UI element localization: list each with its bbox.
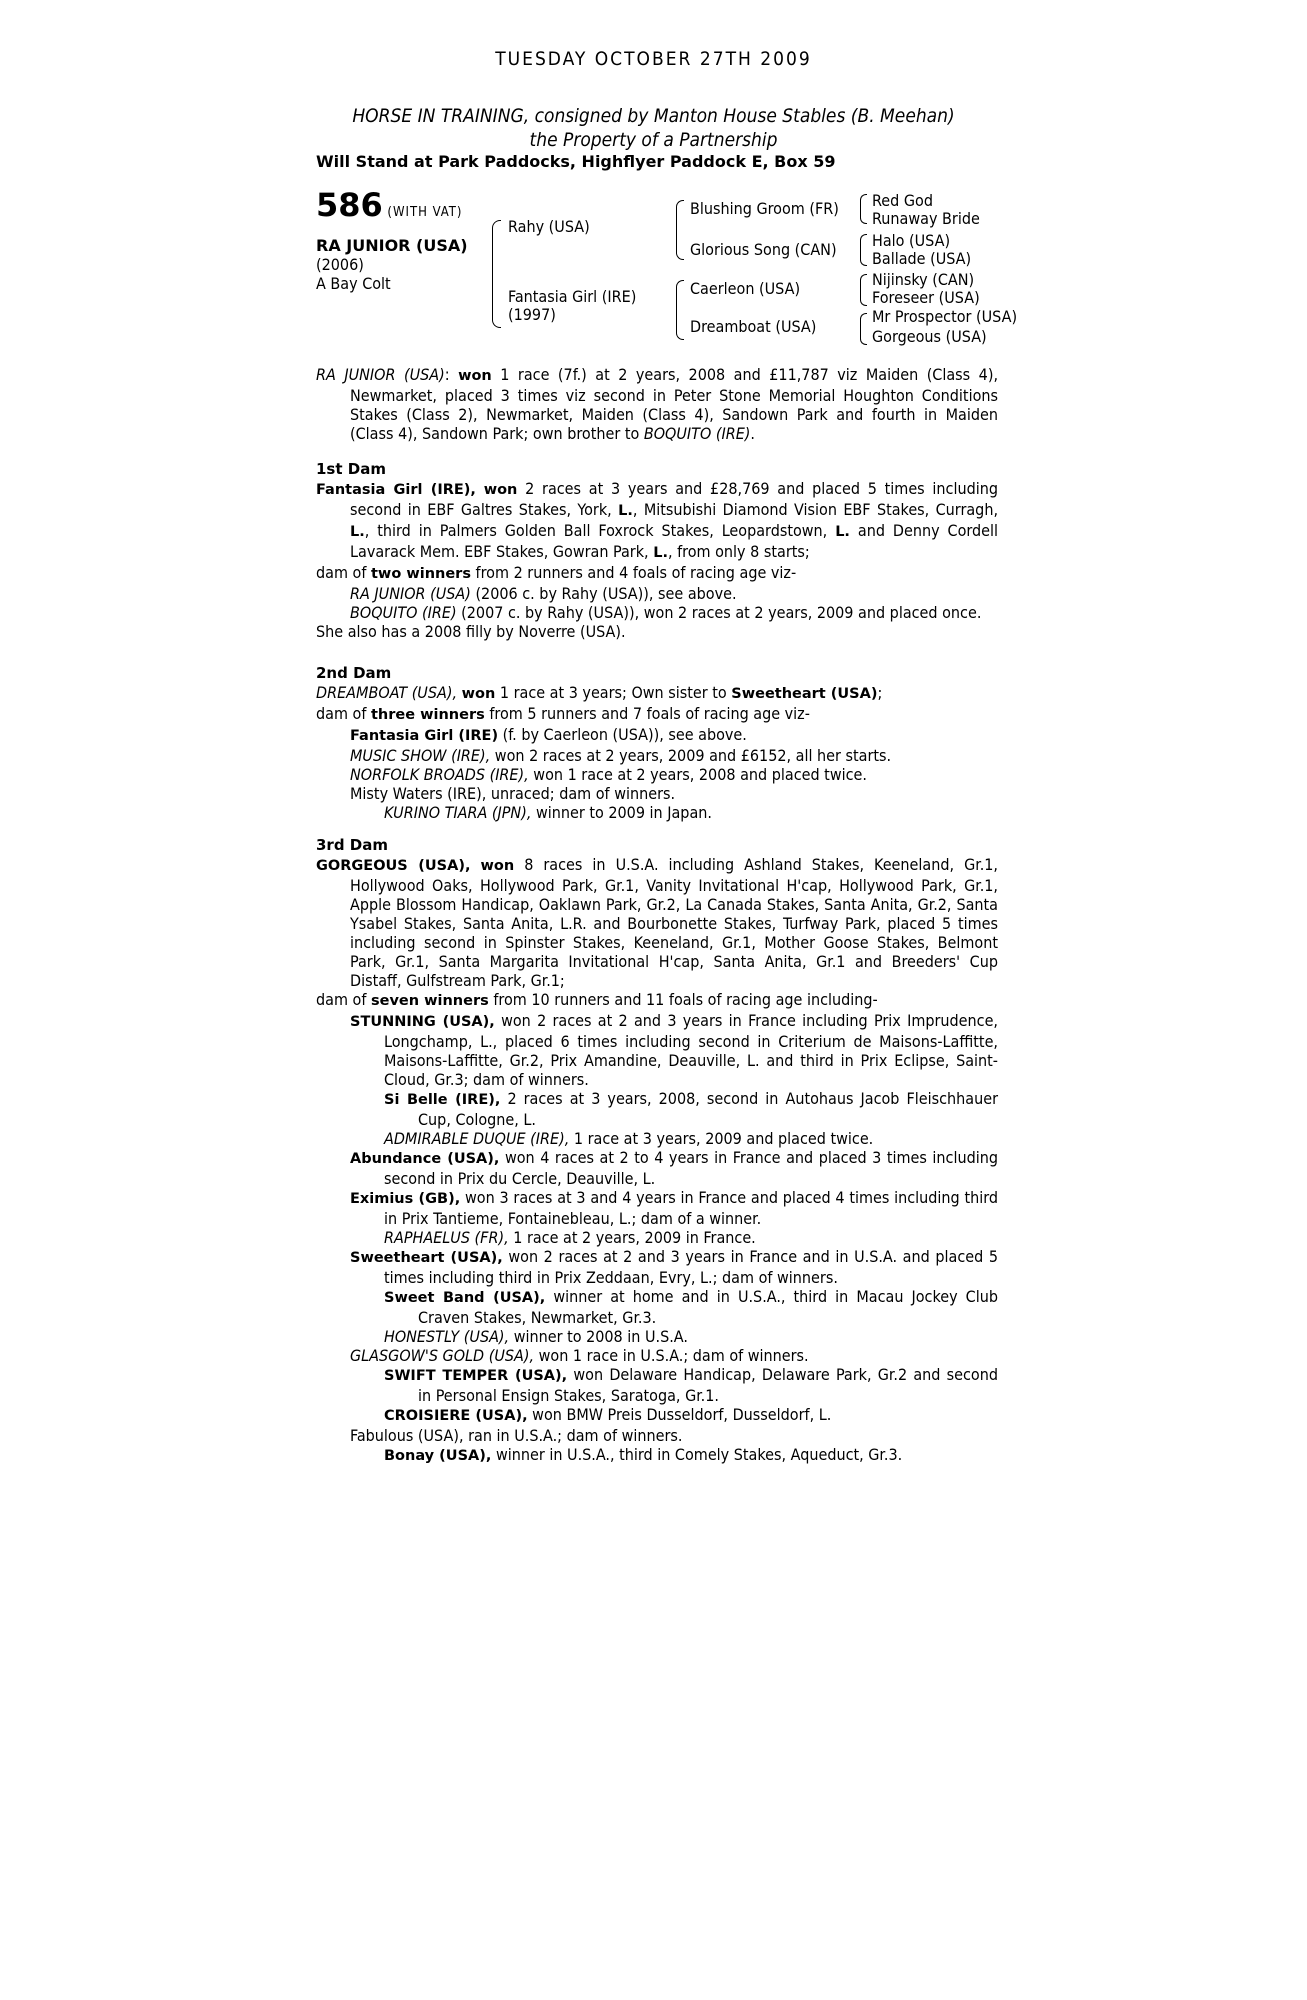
lot-info: [316, 186, 468, 293]
produce-text: won BMW Preis Dusseldorf, Dusseldorf, L.: [532, 1405, 832, 1424]
produce-text: 1 race at 3 years, 2009 and placed twice.: [573, 1129, 874, 1148]
produce-line: [316, 1327, 998, 1346]
produce-name: Si Belle (IRE),: [384, 1092, 501, 1108]
property-line: the Property of a Partnership: [529, 129, 778, 151]
produce-text: Fabulous (USA), ran in U.S.A.; dam of winners.: [350, 1426, 683, 1445]
third-dam-foals: from 10 runners and 11 foals of racing age including-: [493, 990, 878, 1009]
third-dam-name: GORGEOUS (USA),: [316, 858, 471, 874]
pedigree-brace-3d: [860, 313, 867, 345]
second-dam-name: DREAMBOAT (USA),: [316, 683, 458, 702]
third-dam-heading: 3rd Dam: [316, 836, 388, 854]
second-dam-produce-3-name: NORFOLK BROADS (IRE),: [350, 765, 529, 784]
produce-text: winner at home and in U.S.A., third in Macau Jockey Club Craven Stakes, Newmarket, Gr.3.: [418, 1287, 998, 1327]
pedigree-dam-year: (1997): [508, 305, 556, 324]
produce-name: GLASGOW'S GOLD (USA),: [350, 1346, 535, 1365]
pedigree-sds: Halo (USA): [872, 231, 951, 250]
first-dam-text-3: third in Palmers Golden Ball Foxrock Stakes, Leopardstown,: [377, 521, 828, 540]
first-dam-produce-1-name: RA JUNIOR (USA): [350, 584, 471, 603]
summary-text: 1 race (7f.) at 2 years, 2008 and £11,787 viz Maiden (Class 4), Newmarket, placed 3 times viz second in Peter Stone Memorial Houghton Conditions Stakes (Class 2), Newmarket, Maiden (Class 4), Sandown Park and fourth in Maiden (Class 4), Sandown Park; own brother to: [350, 365, 999, 443]
produce-name: Bonay (USA),: [384, 1448, 492, 1464]
second-dam-won: won: [461, 686, 496, 702]
sale-date: TUESDAY OCTOBER 27TH 2009: [495, 48, 812, 70]
pedigree-sdd: Ballade (USA): [872, 249, 972, 268]
produce-line: [316, 1247, 998, 1287]
first-dam-text-5: from only 8 starts;: [677, 542, 810, 561]
third-dam-section: [316, 836, 998, 1466]
first-dam-name: Fantasia Girl (IRE),: [316, 482, 476, 498]
consignment-line: HORSE IN TRAINING, consigned by Manton House Stables (B. Meehan): [352, 105, 955, 127]
consignment-heading: [0, 104, 1307, 152]
first-dam-heading: 1st Dam: [316, 460, 386, 478]
horse-summary: RA JUNIOR (USA): won 1 race (7f.) at 2 years, 2008 and £11,787 viz Maiden (Class 4), Newmarket, placed 3 times viz second in Peter Stone Memorial Houghton Conditions Stakes (Class 2), Newmarket, Maiden (Class 4), Sandown Park and fourth in Maiden (Class 4), Sandown Park; own brother to BOQUITO (IRE).: [316, 365, 999, 443]
second-dam-produce-3-text: won 1 race at 2 years, 2008 and placed twice.: [533, 765, 867, 784]
foaling-year: (2006): [316, 255, 364, 274]
produce-text: winner to 2008 in U.S.A.: [513, 1327, 688, 1346]
pedigree-dam-sire: Caerleon (USA): [690, 279, 801, 298]
first-dam-dam-of: dam of: [316, 563, 367, 582]
pedigree-brace-2b: [676, 280, 684, 340]
produce-text: won 3 races at 3 and 4 years in France and placed 4 times including third in Prix Tantieme, Fontainebleau, L.; dam of a winner.: [384, 1188, 999, 1228]
second-dam-section: 2nd Dam DREAMBOAT (USA), won 1 race at 3 years; Own sister to Sweetheart (USA); dam of three winners from 5 runners and 7 foals of racing age viz- Fantasia Girl (IRE) (f. by Caerleon (USA)), see above. MUSIC SHOW (IRE), won 2 races at 2 years, 2009 and £6152, all her starts. NORFOLK BROADS (IRE), won 1 race at 2 years, 2008 and placed twice. Misty Waters (IRE), unraced; dam of winners. KURINO TIARA (JPN), winner to 2009 in Japan.: [316, 664, 998, 822]
stand-location: Will Stand at Park Paddocks, Highflyer Paddock E, Box 59: [316, 152, 836, 171]
pedigree-brace-2a: [676, 200, 684, 260]
lot-number: 586: [316, 186, 383, 224]
pedigree-dss: Nijinsky (CAN): [872, 270, 975, 289]
produce-name: ADMIRABLE DUQUE (IRE),: [384, 1129, 570, 1148]
first-dam-produce-2-name: BOQUITO (IRE): [350, 603, 457, 622]
produce-name: Eximius (GB),: [350, 1191, 461, 1207]
first-dam-foals: from 2 runners and 4 foals of racing age viz-: [475, 563, 797, 582]
second-dam-foals: from 5 runners and 7 foals of racing age viz-: [489, 704, 810, 723]
pedigree-sss: Red God: [872, 191, 933, 210]
second-dam-heading: 2nd Dam: [316, 664, 392, 682]
produce-name: SWIFT TEMPER (USA),: [384, 1368, 568, 1384]
produce-name: Abundance (USA),: [350, 1151, 500, 1167]
produce-text: 2 races at 3 years, 2008, second in Autohaus Jacob Fleischhauer Cup, Cologne, L.: [418, 1089, 999, 1129]
first-dam-produce-1-text: (2006 c. by Rahy (USA)), see above.: [475, 584, 737, 603]
produce-name: Sweetheart (USA),: [350, 1250, 503, 1266]
third-dam-text: 8 races in U.S.A. including Ashland Stakes, Keeneland, Gr.1, Hollywood Oaks, Hollywood Park, Gr.1, Vanity Invitational H'cap, Hollywood Park, Gr.1, Apple Blossom Handicap, Oaklawn Park, Gr.2, La Canada Stakes, Santa Anita, Gr.2, Santa Ysabel Stakes, Santa Anita, L.R. and Bourbonette Stakes, Turfway Park, placed 5 times including second in Spinster Stakes, Keeneland, Gr.1, Mother Goose Stakes, Belmont Park, Gr.1, Santa Margarita Invitational H'cap, Santa Anita, Gr.1 and Breeders' Cup Distaff, Gulfstream Park, Gr.1;: [350, 855, 998, 990]
produce-line: [316, 1287, 998, 1327]
produce-line: [316, 1346, 998, 1365]
first-dam-section: 1st Dam Fantasia Girl (IRE), won 2 races at 3 years and £28,769 and placed 5 times including second in EBF Galtres Stakes, York, L., Mitsubishi Diamond Vision EBF Stakes, Curragh, L., third in Palmers Golden Ball Foxrock Stakes, Leopardstown, L. and Denny Cordell Lavarack Mem. EBF Stakes, Gowran Park, L., from only 8 starts; dam of two winners from 2 runners and 4 foals of racing age viz- RA JUNIOR (USA) (2006 c. by Rahy (USA)), see above. BOQUITO (IRE) (2007 c. by Rahy (USA)), won 2 races at 2 years, 2009 and placed once. She also has a 2008 filly by Noverre (USA).: [316, 460, 999, 641]
produce-text: winner in U.S.A., third in Comely Stakes, Aqueduct, Gr.3.: [495, 1445, 903, 1464]
produce-text: won Delaware Handicap, Delaware Park, Gr.2 and second in Personal Ensign Stakes, Saratoga, Gr.1.: [418, 1365, 998, 1405]
summary-horse-name: RA JUNIOR (USA): [316, 365, 445, 384]
produce-line: [316, 1228, 998, 1247]
produce-name: HONESTLY (USA),: [384, 1327, 510, 1346]
third-dam-produce-list: [316, 1011, 998, 1466]
second-dam-produce-4: Misty Waters (IRE), unraced; dam of winners.: [350, 784, 676, 803]
second-dam-sister: Sweetheart (USA): [731, 686, 878, 702]
pedigree-dam: Fantasia Girl (IRE): [508, 287, 637, 306]
second-dam-produce-5-name: KURINO TIARA (JPN),: [384, 803, 532, 822]
pedigree-brace-1: [492, 220, 501, 328]
horse-name: RA JUNIOR (USA): [316, 236, 468, 255]
pedigree-sire: Rahy (USA): [508, 217, 590, 236]
produce-line: [316, 1188, 998, 1228]
produce-line: [316, 1365, 998, 1405]
produce-name: Sweet Band (USA),: [384, 1290, 546, 1306]
first-dam-won: won: [483, 482, 518, 498]
summary-brother: BOQUITO (IRE): [643, 424, 751, 443]
pedigree-ssd: Runaway Bride: [872, 209, 980, 228]
second-dam-produce-1-text: (f. by Caerleon (USA)), see above.: [502, 725, 747, 744]
listed-1: L.: [618, 503, 633, 519]
second-dam-winners: three winners: [371, 707, 485, 723]
vat-note: (WITH VAT): [387, 205, 463, 220]
summary-won: won: [458, 368, 492, 384]
first-dam-produce-2-text: (2007 c. by Rahy (USA)), won 2 races at 2 years, 2009 and placed once.: [461, 603, 982, 622]
pedigree-brace-3c: [860, 274, 867, 306]
listed-4: L.: [653, 545, 668, 561]
second-dam-produce-5-text: winner to 2009 in Japan.: [535, 803, 712, 822]
listed-3: L.: [835, 524, 850, 540]
pedigree-sire-sire: Blushing Groom (FR): [690, 199, 839, 218]
first-dam-also: She also has a 2008 filly by Noverre (USA).: [316, 622, 626, 641]
produce-line: [316, 1089, 998, 1129]
produce-text: won 2 races at 2 and 3 years in France including Prix Imprudence, Longchamp, L., placed 6 times including second in Criterium de Maisons-Laffitte, Maisons-Laffitte, Gr.2, Prix Amandine, Deauville, L. and third in Prix Eclipse, Saint-Cloud, Gr.3; dam of winners.: [384, 1011, 999, 1089]
second-dam-produce-1-name: Fantasia Girl (IRE): [350, 728, 499, 744]
first-dam-text-2: Mitsubishi Diamond Vision EBF Stakes, Curragh,: [643, 500, 999, 519]
produce-line: [316, 1148, 998, 1188]
pedigree-dsd: Foreseer (USA): [872, 288, 980, 307]
produce-text: won 1 race in U.S.A.; dam of winners.: [538, 1346, 809, 1365]
produce-text: won 4 races at 2 to 4 years in France and placed 3 times including second in Prix du Cercle, Deauville, L.: [384, 1148, 999, 1188]
first-dam-text-4: and Denny Cordell Lavarack Mem. EBF Stakes, Gowran Park,: [350, 521, 999, 561]
produce-name: CROISIERE (USA),: [384, 1408, 528, 1424]
produce-line: [316, 1405, 998, 1426]
produce-line: [316, 1011, 998, 1089]
produce-line: [316, 1445, 998, 1466]
second-dam-text: 1 race at 3 years; Own sister to: [499, 683, 727, 702]
pedigree-ddd: Gorgeous (USA): [872, 327, 987, 346]
first-dam-winners: two winners: [371, 566, 471, 582]
produce-text: 1 race at 2 years, 2009 in France.: [513, 1228, 756, 1247]
produce-text: won 2 races at 2 and 3 years in France and in U.S.A. and placed 5 times including third in Prix Zeddaan, Evry, L.; dam of winners.: [384, 1247, 999, 1287]
listed-2: L.: [350, 524, 365, 540]
pedigree-brace-3a: [860, 194, 867, 224]
first-dam-text-1: 2 races at 3 years and £28,769 and placed 5 times including second in EBF Galtres Stakes, York,: [350, 479, 998, 519]
produce-name: STUNNING (USA),: [350, 1014, 495, 1030]
third-dam-won: won: [480, 858, 515, 874]
produce-line: [316, 1129, 998, 1148]
pedigree-dds: Mr Prospector (USA): [872, 307, 1018, 326]
horse-description: A Bay Colt: [316, 274, 391, 293]
pedigree-brace-3b: [860, 234, 867, 266]
second-dam-dam-of: dam of: [316, 704, 367, 723]
third-dam-winners: seven winners: [371, 993, 489, 1009]
produce-name: RAPHAELUS (FR),: [384, 1228, 509, 1247]
third-dam-dam-of: dam of: [316, 990, 367, 1009]
pedigree-sire-dam: Glorious Song (CAN): [690, 240, 837, 259]
produce-line: [316, 1426, 998, 1445]
second-dam-produce-2-text: won 2 races at 2 years, 2009 and £6152, all her starts.: [494, 746, 892, 765]
second-dam-produce-2-name: MUSIC SHOW (IRE),: [350, 746, 491, 765]
pedigree-dam-dam: Dreamboat (USA): [690, 317, 817, 336]
